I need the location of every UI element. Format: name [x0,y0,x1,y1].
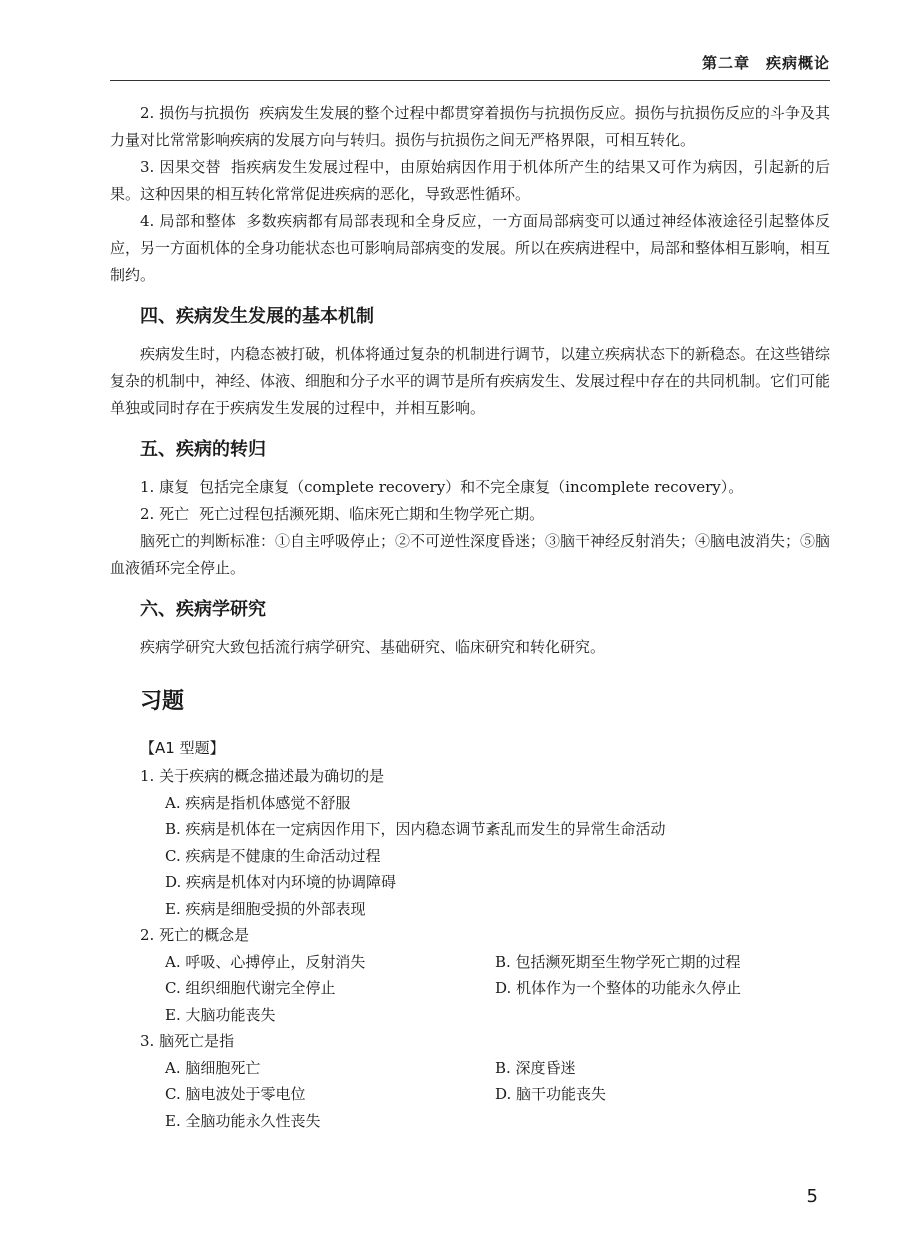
section-4-text: 疾病发生时，内稳态被打破，机体将通过复杂的机制进行调节，以建立疾病状态下的新稳态。在这些错综复杂的机制中，神经、体液、细胞和分子水平的调节是所有疾病发生、发展过程中存在的共同机制。它们可能单独或同时存在于疾病发生发展的过程中，并相互影响。 [110,345,831,417]
exercises-title: 习题 [140,689,185,714]
item-text: 包括完全康复（complete recovery）和不完全康复（incomplete recovery）。 [199,478,744,496]
option-d: D. 疾病是机体对内环境的协调障碍 [165,873,397,891]
death-item [110,501,830,528]
section-heading-6: 六、疾病学研究 [140,599,266,620]
option-row [165,975,830,1002]
recovery-item [110,474,830,501]
paragraph-lead: 4. 局部和整体 [140,212,237,230]
question-3-stem: 3. 脑死亡是指 [140,1032,235,1050]
option-d: D. 脑干功能丧失 [495,1085,607,1103]
paragraph-text: 指疾病发生发展过程中，由原始病因作用于机体所产生的结果又可作为病因，引起新的后果。这种因果的相互转化常常促进疾病的恶化，导致恶性循环。 [110,158,830,203]
paragraph-damage-antidamage [110,100,830,154]
paragraph-cause-effect [110,154,830,208]
option-a: A. 呼吸、心搏停止，反射消失 [165,952,366,971]
question-1-stem: 1. 关于疾病的概念描述最为确切的是 [140,767,385,785]
section-heading-5: 五、疾病的转归 [140,439,266,460]
option-e: E. 全脑功能永久性丧失 [165,1111,321,1130]
option-c: C. 组织细胞代谢完全停止 [165,979,336,997]
item-lead: 2. 死亡 [140,505,190,523]
option-c: C. 疾病是不健康的生命活动过程 [165,846,381,865]
option-b: B. 疾病是机体在一定病因作用下，因内稳态调节紊乱而发生的异常生命活动 [165,820,666,838]
paragraph-text: 多数疾病都有局部表现和全身反应，一方面局部病变可以通过神经体液途径引起整体反应，另一方面机体的全身功能状态也可影响局部病变的发展。所以在疾病进程中，局部和整体相互影响，相互制约。 [110,212,831,284]
paragraph-lead: 2. 损伤与抗损伤 [140,104,250,122]
option-b: B. 深度昏迷 [495,1058,576,1077]
header-rule [110,80,830,81]
option-row [165,1081,830,1108]
running-header: 第二章 疾病概论 [701,54,830,72]
option-row [165,1055,830,1082]
option-d: D. 机体作为一个整体的功能永久停止 [495,979,742,997]
page-number: 5 [806,1186,818,1207]
option-a: A. 脑细胞死亡 [165,1058,261,1077]
option-c: C. 脑电波处于零电位 [165,1085,306,1103]
paragraph-lead: 3. 因果交替 [140,158,221,176]
question-type-label: 【A1 型题】 [140,739,225,757]
item-lead: 1. 康复 [140,478,190,496]
option-row [165,949,830,976]
section-heading-4: 四、疾病发生发展的基本机制 [140,306,374,327]
section-6-text: 疾病学研究大致包括流行病学研究、基础研究、临床研究和转化研究。 [140,638,606,656]
option-e: E. 大脑功能丧失 [165,1005,276,1024]
option-e: E. 疾病是细胞受损的外部表现 [165,899,366,918]
page-body [110,100,830,1134]
item-text: 死亡过程包括濒死期、临床死亡期和生物学死亡期。 [199,505,545,523]
brain-death-criteria: 脑死亡的判断标准：①自主呼吸停止；②不可逆性深度昏迷；③脑干神经反射消失；④脑电波消失；⑤脑血液循环完全停止。 [110,532,831,577]
option-a: A. 疾病是指机体感觉不舒服 [165,793,351,812]
paragraph-local-whole [110,208,830,289]
question-2-stem: 2. 死亡的概念是 [140,926,250,944]
option-b: B. 包括濒死期至生物学死亡期的过程 [495,952,741,971]
paragraph-text: 疾病发生发展的整个过程中都贯穿着损伤与抗损伤反应。损伤与抗损伤反应的斗争及其力量对比常常影响疾病的发展方向与转归。损伤与抗损伤之间无严格界限，可相互转化。 [110,104,830,149]
